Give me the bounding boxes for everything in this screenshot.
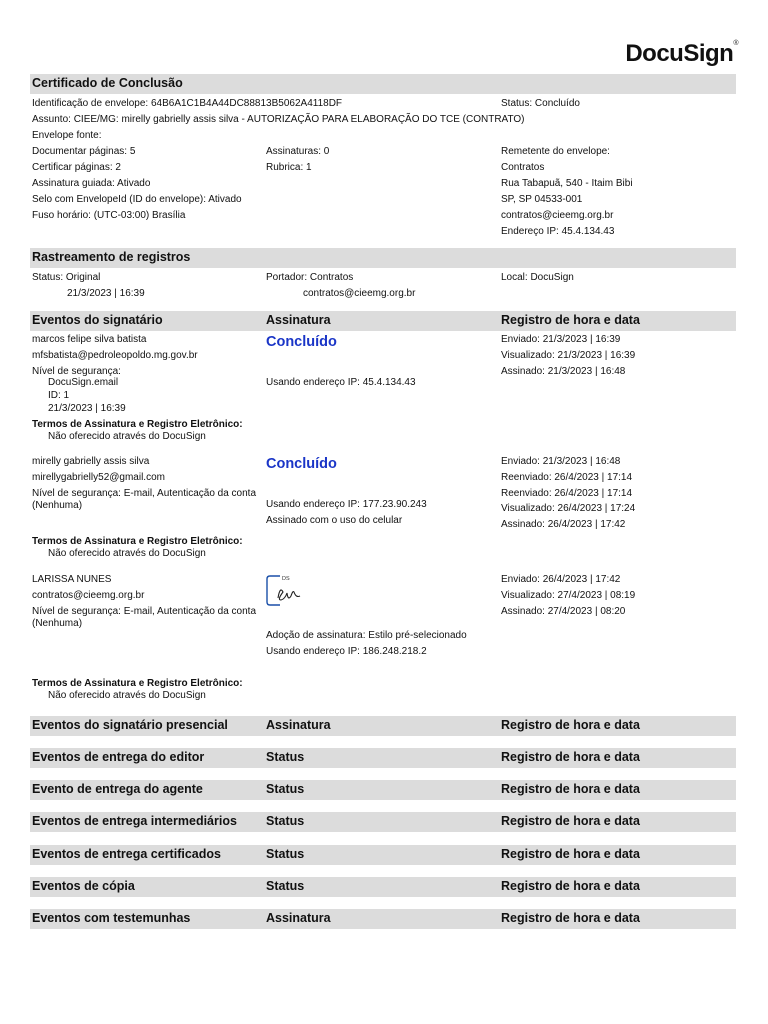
doc-pages: Documentar páginas: 5 bbox=[32, 146, 136, 157]
sender-name: Contratos bbox=[501, 162, 545, 173]
event-viewed: Visualizado: 21/3/2023 | 16:39 bbox=[501, 350, 636, 361]
section-col3: Registro de hora e data bbox=[501, 814, 640, 828]
section-title: Eventos de entrega intermediários bbox=[32, 814, 237, 828]
section-certified-delivery bbox=[30, 845, 736, 865]
tracking-holder: Portador: Contratos bbox=[266, 272, 354, 283]
section-copy-events bbox=[30, 877, 736, 897]
signature-adoption: Adoção de assinatura: Estilo pré-selecionado bbox=[266, 630, 467, 641]
header-col3: Registro de hora e data bbox=[501, 313, 640, 327]
signer-security: Nível de segurança: E-mail, Autenticação da conta bbox=[32, 488, 257, 499]
tracking-status: Status: Original bbox=[32, 272, 101, 283]
event-sent: Enviado: 21/3/2023 | 16:39 bbox=[501, 334, 621, 345]
signature-image bbox=[266, 574, 318, 608]
signature-status: Concluído bbox=[266, 334, 337, 350]
signer-name: marcos felipe silva batista bbox=[32, 334, 147, 345]
signer-name: LARISSA NUNES bbox=[32, 574, 112, 585]
sender-street: Rua Tabapuã, 540 - Itaim Bibi bbox=[501, 178, 633, 189]
section-col2: Status bbox=[266, 879, 305, 893]
signer-security-extra: (Nenhuma) bbox=[32, 500, 83, 511]
section-col2: Status bbox=[266, 814, 305, 828]
section-col2: Assinatura bbox=[266, 718, 331, 732]
certificate-header bbox=[30, 74, 736, 94]
terms-label: Termos de Assinatura e Registro Eletrônico: bbox=[32, 678, 243, 689]
cert-pages: Certificar páginas: 2 bbox=[32, 162, 121, 173]
section-title: Eventos do signatário presencial bbox=[32, 718, 228, 732]
event-signed: Assinado: 26/4/2023 | 17:42 bbox=[501, 519, 626, 530]
event-signed: Assinado: 27/4/2023 | 08:20 bbox=[501, 606, 626, 617]
section-col3: Registro de hora e data bbox=[501, 879, 640, 893]
section-agent-delivery bbox=[30, 780, 736, 800]
signer-email: mfsbatista@pedroleopoldo.mg.gov.br bbox=[32, 350, 198, 361]
section-inperson-signer bbox=[30, 716, 736, 736]
section-col2: Assinatura bbox=[266, 911, 331, 925]
signer-events-header bbox=[30, 311, 736, 331]
section-witness-events bbox=[30, 909, 736, 929]
svg-text:DS: DS bbox=[282, 576, 290, 582]
tracking-location: Local: DocuSign bbox=[501, 272, 574, 283]
envelope-id-stamp: Selo com EnvelopeId (ID do envelope): Ativado bbox=[32, 194, 242, 205]
envelope-subject: Assunto: CIEE/MG: mirelly gabrielly assis silva - AUTORIZAÇÃO PARA ELABORAÇÃO DO TCE (CONTRATO) bbox=[32, 114, 525, 125]
terms-value: Não oferecido através do DocuSign bbox=[48, 548, 206, 559]
event-resent: Reenviado: 26/4/2023 | 17:14 bbox=[501, 472, 633, 483]
certificate-title: Certificado de Conclusão bbox=[32, 76, 183, 90]
envelope-source: Envelope fonte: bbox=[32, 130, 102, 141]
terms-label: Termos de Assinatura e Registro Eletrônico: bbox=[32, 536, 243, 547]
section-title: Eventos de cópia bbox=[32, 879, 135, 893]
event-sent: Enviado: 21/3/2023 | 16:48 bbox=[501, 456, 621, 467]
event-viewed: Visualizado: 26/4/2023 | 17:24 bbox=[501, 503, 636, 514]
section-col3: Registro de hora e data bbox=[501, 911, 640, 925]
initials-count: Rubrica: 1 bbox=[266, 162, 312, 173]
sender-ip: Endereço IP: 45.4.134.43 bbox=[501, 226, 615, 237]
signer-security-line: DocuSign.email bbox=[48, 377, 119, 388]
signatures-count: Assinaturas: 0 bbox=[266, 146, 330, 157]
sender-label: Remetente do envelope: bbox=[501, 146, 610, 157]
envelope-id: Identificação de envelope: 64B6A1C1B4A44DC88813B5062A4118DF bbox=[32, 98, 343, 109]
section-title: Eventos de entrega certificados bbox=[32, 847, 221, 861]
section-col2: Status bbox=[266, 750, 305, 764]
signer-email: mirellygabrielly52@gmail.com bbox=[32, 472, 165, 483]
signer-email: contratos@cieemg.org.br bbox=[32, 590, 145, 601]
time-zone: Fuso horário: (UTC-03:00) Brasília bbox=[32, 210, 186, 221]
event-signed: Assinado: 21/3/2023 | 16:48 bbox=[501, 366, 626, 377]
terms-value: Não oferecido através do DocuSign bbox=[48, 690, 206, 701]
tracking-holder-email: contratos@cieemg.org.br bbox=[303, 288, 416, 299]
signature-ip: Usando endereço IP: 186.248.218.2 bbox=[266, 646, 427, 657]
guided-signature: Assinatura guiada: Ativado bbox=[32, 178, 151, 189]
sender-city: SP, SP 04533-001 bbox=[501, 194, 583, 205]
sender-email: contratos@cieemg.org.br bbox=[501, 210, 614, 221]
signature-ip: Usando endereço IP: 177.23.90.243 bbox=[266, 499, 427, 510]
tracking-title: Rastreamento de registros bbox=[32, 250, 191, 264]
section-title: Evento de entrega do agente bbox=[32, 782, 203, 796]
signer-name: mirelly gabrielly assis silva bbox=[32, 456, 150, 467]
section-intermediary-delivery bbox=[30, 812, 736, 832]
section-col2: Status bbox=[266, 847, 305, 861]
section-title: Eventos com testemunhas bbox=[32, 911, 191, 925]
signer-security-label: Nível de segurança: bbox=[32, 366, 121, 377]
signature-mobile: Assinado com o uso do celular bbox=[266, 515, 403, 526]
section-col3: Registro de hora e data bbox=[501, 750, 640, 764]
section-editor-delivery bbox=[30, 748, 736, 768]
event-viewed: Visualizado: 27/4/2023 | 08:19 bbox=[501, 590, 636, 601]
header-col2: Assinatura bbox=[266, 313, 331, 327]
section-col3: Registro de hora e data bbox=[501, 847, 640, 861]
header-col1: Eventos do signatário bbox=[32, 313, 163, 327]
event-sent: Enviado: 26/4/2023 | 17:42 bbox=[501, 574, 621, 585]
event-resent: Reenviado: 26/4/2023 | 17:14 bbox=[501, 488, 633, 499]
signature-status: Concluído bbox=[266, 456, 337, 472]
section-col3: Registro de hora e data bbox=[501, 782, 640, 796]
terms-label: Termos de Assinatura e Registro Eletrônico: bbox=[32, 419, 243, 430]
signer-security-extra: (Nenhuma) bbox=[32, 618, 83, 629]
terms-value: Não oferecido através do DocuSign bbox=[48, 431, 206, 442]
signature-ip: Usando endereço IP: 45.4.134.43 bbox=[266, 377, 416, 388]
signer-security: Nível de segurança: E-mail, Autenticação da conta bbox=[32, 606, 257, 617]
envelope-status: Status: Concluído bbox=[501, 98, 580, 109]
docusign-logo: DocuSign® bbox=[625, 40, 738, 67]
signer-security-line: 21/3/2023 | 16:39 bbox=[48, 403, 126, 414]
tracking-header bbox=[30, 248, 736, 268]
section-title: Eventos de entrega do editor bbox=[32, 750, 205, 764]
section-col3: Registro de hora e data bbox=[501, 718, 640, 732]
section-col2: Status bbox=[266, 782, 305, 796]
tracking-date: 21/3/2023 | 16:39 bbox=[67, 288, 145, 299]
signer-security-line: ID: 1 bbox=[48, 390, 70, 401]
